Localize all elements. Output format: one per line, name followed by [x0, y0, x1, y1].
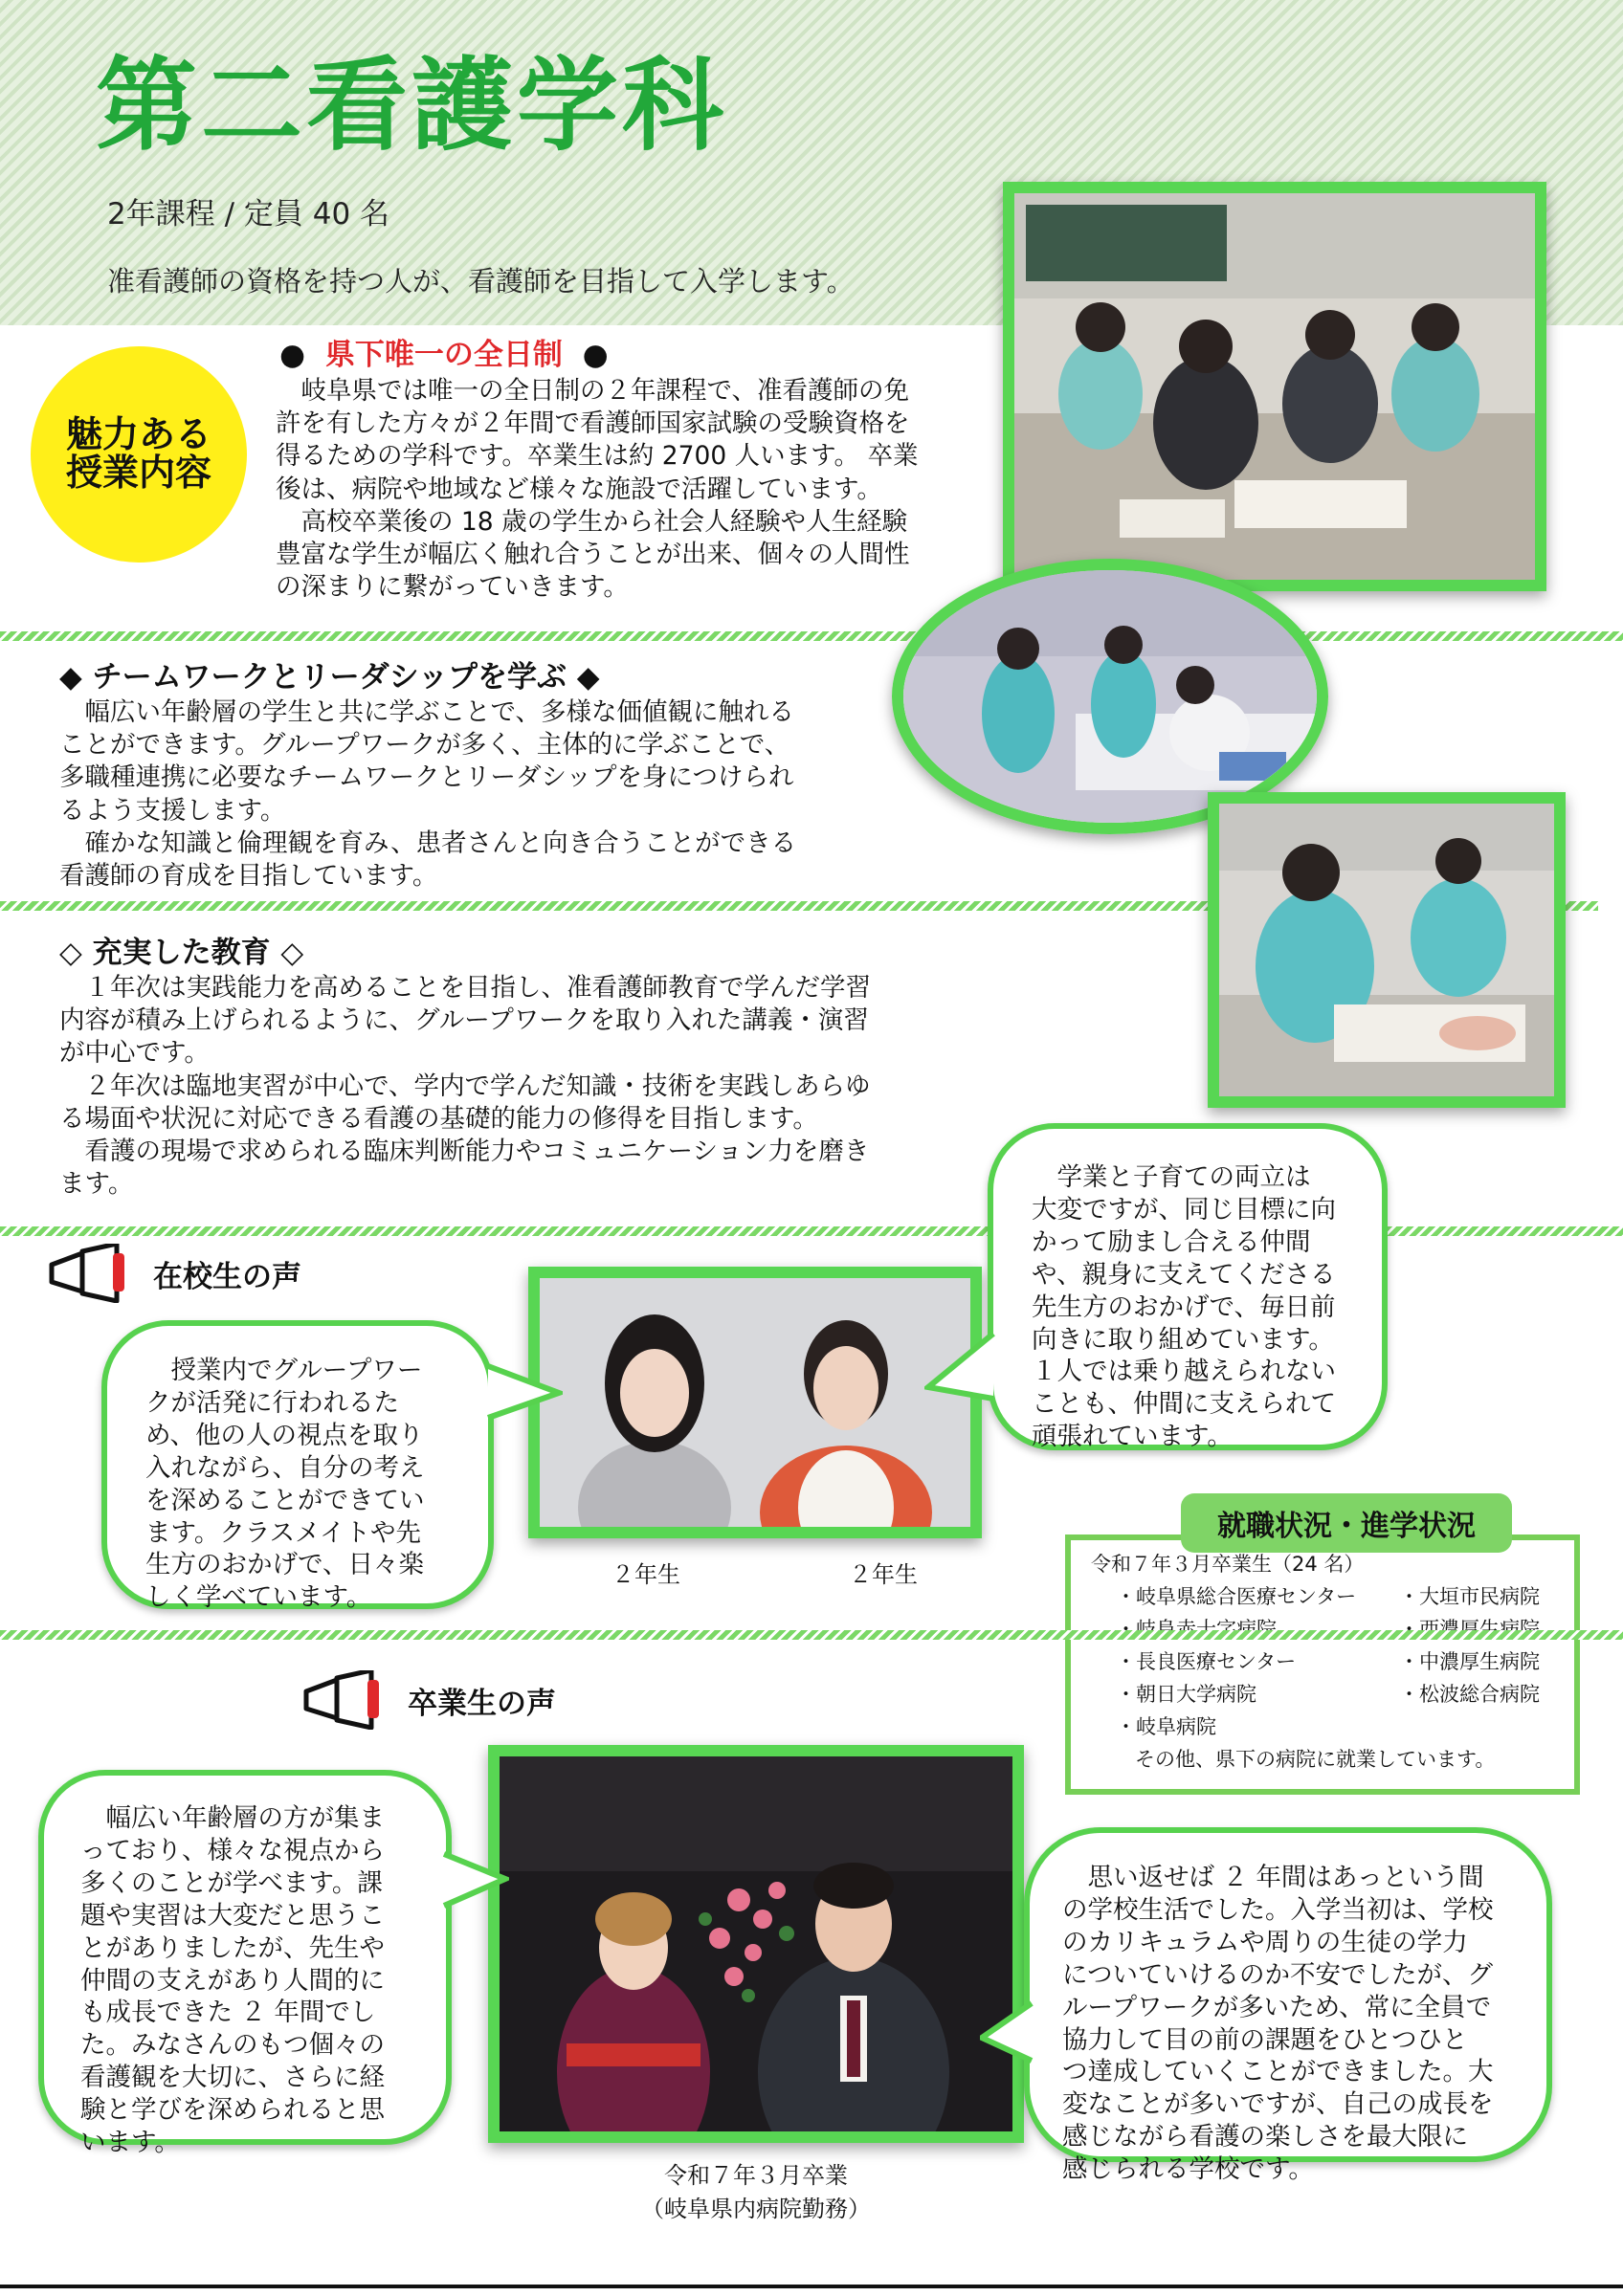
bubble-line: 学業と子育ての両立は [1032, 1162, 1311, 1192]
bullet-right: ● [582, 338, 609, 372]
section2-heading: ◆ チームワークとリーダシップを学ぶ ◆ [59, 660, 600, 695]
bubble-line: 頑張れています。 [1032, 1422, 1233, 1452]
hospital-item: ・岐阜病院 [1116, 1715, 1216, 1739]
bubble-line: かって励まし合える仲間 [1032, 1226, 1311, 1257]
bubble-tail [486, 1358, 563, 1425]
bubble-tail [442, 1846, 509, 1913]
section1-line: 許を有した方々が２年間で看護師国家試験の受験資格を [276, 408, 910, 439]
section2-line: 確かな知識と倫理観を育み、患者さんと向き合うことができる [59, 828, 797, 858]
section3-line: ２年次は臨地実習が中心で、学内で学んだ知識・技術を実践しあらゆ [59, 1071, 871, 1101]
bubble-line: 協力して目の前の課題をひとつひと [1062, 2024, 1468, 2055]
section3-body [59, 972, 959, 1201]
bubble-line: っており、様々な視点から [80, 1835, 385, 1866]
bubble-line: も成長できた ２ 年間でし [80, 1998, 376, 2028]
section1-heading-text: 県下唯一の全日制 [324, 338, 563, 372]
section3-line: る場面や状況に対応できる看護の基礎的能力の修得を目指します。 [59, 1103, 818, 1134]
megaphone-icon [300, 1670, 381, 1730]
section1-line: 岐阜県では唯一の全日制の２年課程で、准看護師の免 [276, 376, 909, 406]
bubble-line: ことも、仲間に支えられて [1032, 1389, 1336, 1420]
section2-line: 幅広い年齢層の学生と共に学ぶことで、多様な価値観に触れる [59, 697, 794, 727]
bubble-tail [980, 1999, 1034, 2066]
page-title: 第二看護学科 [96, 47, 727, 165]
bubble-line: います。 [80, 2128, 180, 2158]
section2-body [59, 696, 882, 893]
student-comment-bubble [988, 1123, 1388, 1450]
graduates-voice-header [300, 1670, 556, 1730]
hospital-item: ・朝日大学病院 [1116, 1683, 1256, 1707]
classroom-photo [1003, 182, 1546, 591]
divider-stripe [0, 631, 1623, 641]
badge-line2: 授業内容 [65, 452, 211, 494]
section1-line: 豊富な学生が幅広く触れ合うことが出来、個々の人間性 [276, 539, 910, 569]
bubble-line: しく学べています。 [145, 1582, 372, 1613]
section2-line: るよう支援します。 [59, 795, 286, 826]
bubble-line: 多くのことが学べます。課 [80, 1867, 383, 1898]
practice-photo [1208, 792, 1566, 1108]
graduate-comment-bubble [38, 1770, 452, 2158]
bubble-line: 幅広い年齢層の方が集ま [80, 1803, 385, 1833]
bubble-line: 題や実習は大変だと思うこ [80, 1900, 385, 1931]
hospital-item: ・長良医療センター [1116, 1650, 1297, 1674]
students-voice-title: 在校生の声 [153, 1259, 301, 1294]
employment-list-col1 [1116, 1580, 1356, 1743]
bubble-line: とがありましたが、先生や [80, 1932, 385, 1963]
student-comment-bubble [101, 1320, 494, 1613]
divider-stripe [0, 1630, 1623, 1640]
bubble-line: 授業内でグループワー [145, 1356, 423, 1385]
bottom-rule [0, 2285, 1623, 2288]
bubble-line: め、他の人の視点を取り [145, 1420, 424, 1450]
bubble-line: 大変ですが、同じ目標に向 [1032, 1194, 1336, 1225]
megaphone-icon [46, 1244, 126, 1303]
hospital-item: ・中濃厚生病院 [1399, 1650, 1540, 1674]
bubble-line: を深めることができてい [145, 1485, 425, 1515]
section3-line: 看護の現場で求められる臨床判断能力やコミュニケーション力を磨き [59, 1136, 870, 1166]
bubble-line: の学校生活でした。入学当初は、学校 [1062, 1894, 1494, 1925]
bubble-line: や、親身に支えてくださる [1032, 1259, 1336, 1290]
bullet-left: ● [279, 338, 306, 372]
section3-line: が中心です。 [59, 1038, 210, 1069]
section3-line: 内容が積み上げられるように、グループワークを取り入れた講義・演習 [59, 1005, 869, 1036]
bubble-tail [924, 1330, 997, 1406]
section3-line: １年次は実践能力を高めることを目指し、准看護師教育で学んだ学習 [59, 973, 871, 1003]
hospital-item: ・松波総合病院 [1399, 1683, 1540, 1707]
section1-line: の深まりに繋がっていきます。 [276, 572, 629, 603]
bubble-line: 変なことが多いですが、自己の成長を [1062, 2089, 1494, 2120]
badge-line1: 魅力ある [65, 413, 211, 456]
graduate-comment-bubble [1024, 1827, 1552, 2185]
section2-line: 多職種連携に必要なチームワークとリーダシップを身につけられ [59, 762, 794, 793]
bubble-line: 仲間の支えがあり人間的に [80, 1965, 385, 1996]
bubble-line: についていけるのか不安でしたが、グ [1062, 1959, 1493, 1990]
section2-line: ことができます。グループワークが多く、主体的に学ぶことで、 [59, 730, 790, 761]
student-caption: ２年生 [849, 1561, 918, 1588]
bubble-line: ループワークが多いため、常に全員で [1062, 1992, 1492, 2022]
bubble-line: クが活発に行われるた [145, 1387, 399, 1418]
hospital-item: ・岐阜県総合医療センター [1116, 1585, 1357, 1608]
graduates-voice-title: 卒業生の声 [408, 1686, 556, 1721]
graduate-caption-line2: （岐阜県内病院勤務） [641, 2196, 871, 2222]
graduates-photo [488, 1745, 1024, 2143]
bubble-line: 生方のおかげで、日々楽 [145, 1550, 424, 1580]
bubble-line: 感じられる学校です。 [1062, 2154, 1314, 2185]
section2-line: 看護師の育成を目指しています。 [59, 860, 438, 891]
employment-year: 令和７年３月卒業生（24 名） [1091, 1553, 1365, 1576]
graduate-caption [612, 2156, 900, 2223]
bubble-line: 向きに取り組めています。 [1032, 1324, 1334, 1355]
bubble-line: つ達成していくことができました。大 [1062, 2057, 1494, 2087]
section3-heading: ◇ 充実した教育 ◇ [59, 936, 304, 970]
bubble-line: 入れながら、自分の考え [145, 1452, 425, 1483]
student-caption: ２年生 [611, 1561, 680, 1588]
bubble-line: １人では乗り越えられない [1032, 1357, 1336, 1387]
bubble-line: た。みなさんのもつ個々の [80, 2030, 385, 2061]
section3-line: ます。 [59, 1169, 134, 1200]
bubble-line: 験と学びを深められると思 [80, 2095, 385, 2126]
hospital-item: ・大垣市民病院 [1399, 1585, 1540, 1608]
course-subtitle: 2年課程 / 定員 40 名 [107, 197, 390, 232]
bubble-line: 感じながら看護の楽しさを最大限に [1062, 2122, 1468, 2152]
section1-line: 後は、病院や地域など様々な施設で活躍しています。 [276, 474, 882, 504]
section1-heading [279, 330, 609, 373]
bubble-line: 思い返せば ２ 年間はあっという間 [1062, 1863, 1484, 1892]
bubble-line: ます。クラスメイトや先 [145, 1517, 422, 1548]
graduate-caption-line1: 令和７年３月卒業 [664, 2162, 848, 2189]
employment-list-col2 [1399, 1580, 1540, 1711]
students-voice-header [46, 1244, 301, 1303]
employment-note: その他、県下の病院に就業しています。 [1135, 1748, 1496, 1771]
bubble-line: のカリキュラムや周りの生徒の学力 [1062, 1927, 1468, 1957]
section1-line: 得るための学科です。卒業生は約 2700 人います。 卒業 [276, 441, 919, 472]
feature-badge [31, 346, 247, 563]
bubble-line: 先生方のおかげで、毎日前 [1032, 1292, 1336, 1322]
bubble-line: 看護観を大切に、さらに経 [80, 2063, 385, 2093]
section1-line: 高校卒業後の 18 歳の学生から社会人経験や人生経験 [276, 506, 908, 537]
section1-body [276, 375, 965, 604]
students-photo [528, 1267, 982, 1538]
employment-title: 就職状況・進学状況 [1181, 1493, 1512, 1553]
intro-text: 准看護師の資格を持つ人が、看護師を目指して入学します。 [107, 265, 855, 298]
